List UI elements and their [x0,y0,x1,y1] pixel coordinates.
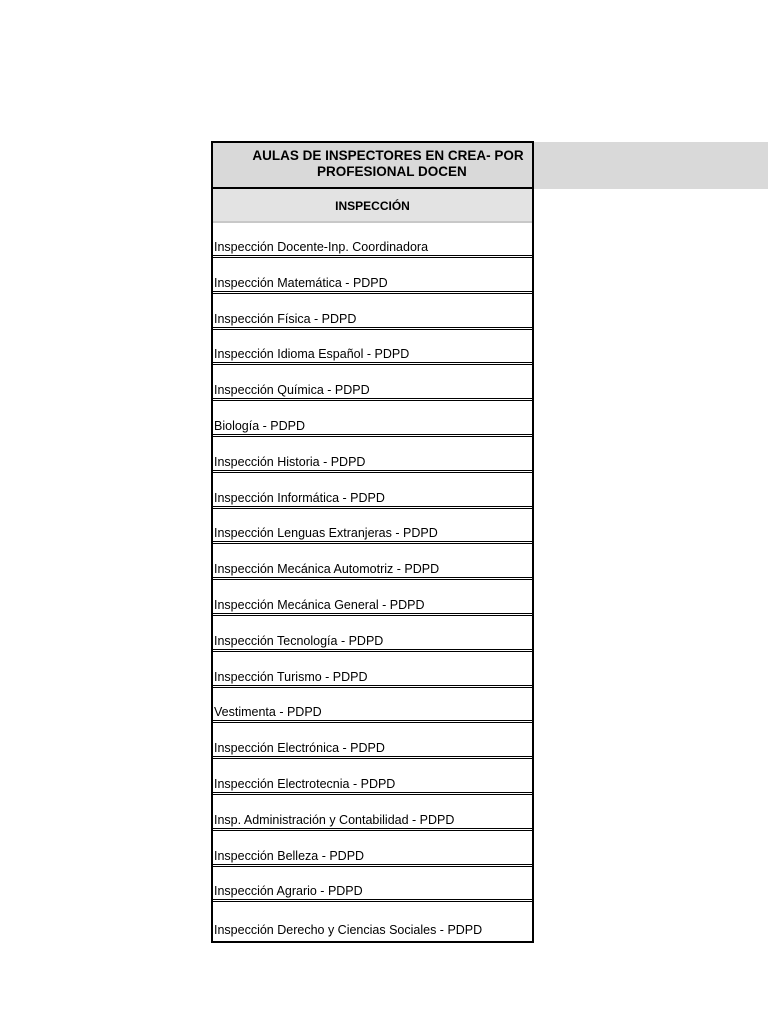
table-row: Vestimenta - PDPD [213,688,532,724]
table-row: Inspección Belleza - PDPD [213,831,532,867]
table-row: Biología - PDPD [213,401,532,437]
inspection-table [211,141,534,943]
table-title-line-2: PROFESIONAL DOCEN [317,164,467,179]
table-row: Inspección Mecánica Automotriz - PDPD [213,544,532,580]
table-row: Inspección Tecnología - PDPD [213,616,532,652]
table-row: Inspección Electrotecnia - PDPD [213,759,532,795]
table-row: Insp. Administración y Contabilidad - PDPD [213,795,532,831]
table-row: Inspección Mecánica General - PDPD [213,580,532,616]
table-rows [213,223,532,938]
table-row: Inspección Derecho y Ciencias Sociales - PDPD [214,923,483,938]
table-row: Inspección Matemática - PDPD [213,258,532,294]
table-title [213,143,534,189]
table-row: Inspección Electrónica - PDPD [213,723,532,759]
table-row: Inspección Turismo - PDPD [213,652,532,688]
column-header-inspeccion: INSPECCIÓN [213,189,532,223]
table-title-line-1: AULAS DE INSPECTORES EN CREA- POR [252,148,524,163]
table-row: Inspección Historia - PDPD [213,437,532,473]
table-row: Inspección Física - PDPD [213,294,532,330]
table-row: Inspección Química - PDPD [213,365,532,401]
table-row: Inspección Lenguas Extranjeras - PDPD [213,509,532,545]
table-row: Inspección Docente-Inp. Coordinadora [213,223,532,258]
table-row: Inspección Idioma Español - PDPD [213,330,532,366]
table-row: Inspección Informática - PDPD [213,473,532,509]
table-row: Inspección Agrario - PDPD [213,867,532,903]
